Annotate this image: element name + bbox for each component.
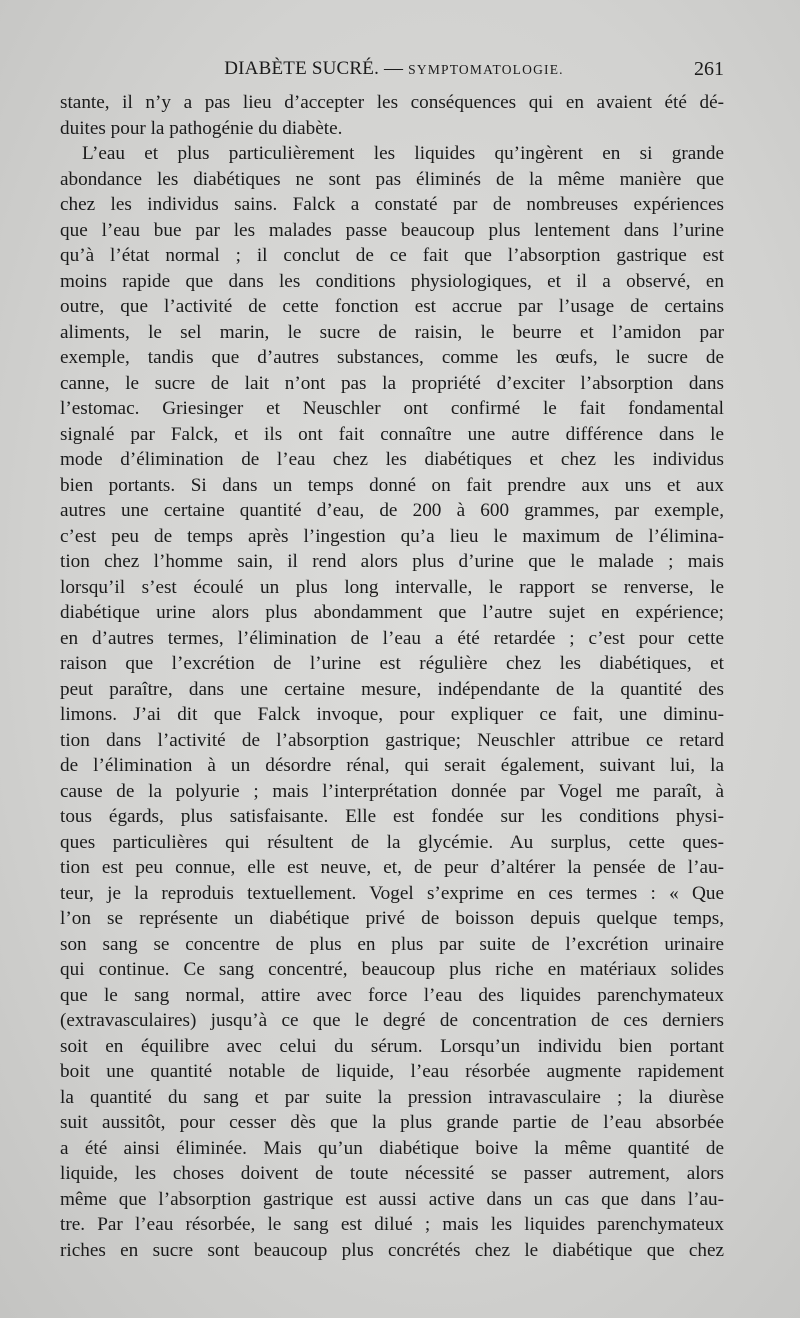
- text-line: teur, je la reproduis textuellement. Vogel s’exprime en ces termes : « Que: [60, 882, 724, 904]
- text-line: limons. J’ai dit que Falck invoque, pour expliquer ce fait, une diminu-: [60, 704, 724, 725]
- text-line: L’eau et plus particulièrement les liquides qu’ingèrent en si grande: [82, 143, 724, 164]
- text-line: tion est peu connue, elle est neuve, et, de peur d’altérer la pensée de l’au-: [60, 857, 724, 878]
- chapter-title: DIABÈTE SUCRÉ.: [224, 58, 380, 79]
- text-line: tion chez l’homme sain, il rend alors plus d’urine que le malade ; mais: [60, 551, 724, 572]
- text-line: boit une quantité notable de liquide, l’eau résorbée augmente rapidement: [60, 1061, 724, 1082]
- title-dash: —: [384, 58, 404, 79]
- text-line: a été ainsi éliminée. Mais qu’un diabétique boive la même quantité de: [60, 1137, 724, 1159]
- text-line: tre. Par l’eau résorbée, le sang est dilué ; mais les liquides parenchymateux: [60, 1214, 724, 1235]
- text-line: l’on se représente un diabétique privé de boisson depuis quelque temps,: [60, 908, 724, 929]
- text-line: l’estomac. Griesinger et Neuschler ont confirmé le fait fondamental: [60, 398, 724, 419]
- running-head: [60, 58, 728, 84]
- text-line: riches en sucre sont beaucoup plus concrétés chez le diabétique que chez: [60, 1239, 724, 1261]
- text-line: ques particulières qui résultent de la glycémie. Au surplus, cette ques-: [60, 831, 724, 853]
- text-line: de l’élimination à un désordre rénal, qui serait également, suivant lui, la: [60, 755, 724, 776]
- text-line: abondance les diabétiques ne sont pas éliminés de la même manière que: [60, 168, 724, 190]
- text-line: soit en équilibre avec celui du sérum. Lorsqu’un individu bien portant: [60, 1035, 724, 1057]
- page-number: 261: [694, 58, 724, 80]
- text-line: diabétique urine alors plus abondamment que l’autre sujet en expérience;: [60, 602, 724, 623]
- text-line: même que l’absorption gastrique est aussi active dans un cas que dans l’au-: [60, 1188, 724, 1210]
- text-line: tion dans l’activité de l’absorption gastrique; Neuschler attribue ce retard: [60, 729, 724, 751]
- text-line: suit aussitôt, pour cesser dès que la plus grande partie de l’eau absorbée: [60, 1112, 724, 1133]
- text-line: moins rapide que dans les conditions physiologiques, et il a observé, en: [60, 270, 724, 292]
- body-text: [60, 90, 724, 1263]
- text-line: qui continue. Ce sang concentré, beaucoup plus riche en matériaux solides: [60, 959, 724, 980]
- text-line: bien portants. Si dans un temps donné on fait prendre aux uns et aux: [60, 474, 724, 496]
- section-title: SYMPTOMATOLOGIE.: [408, 62, 564, 77]
- text-line: liquide, les choses doivent de toute nécessité se passer autrement, alors: [60, 1163, 724, 1184]
- text-line: stante, il n’y a pas lieu d’accepter les conséquences qui en avaient été dé-: [60, 92, 724, 113]
- text-line: exemple, tandis que d’autres substances, comme les œufs, le sucre de: [60, 347, 724, 368]
- text-line: (extravasculaires) jusqu’à ce que le degré de concentration de ces derniers: [60, 1010, 724, 1031]
- text-line: c’est peu de temps après l’ingestion qu’a lieu le maximum de l’élimina-: [60, 525, 724, 547]
- text-line: raison que l’excrétion de l’urine est régulière chez les diabétiques, et: [60, 653, 724, 674]
- text-line: que l’eau bue par les malades passe beaucoup plus lentement dans l’urine: [60, 219, 724, 241]
- text-line: mode d’élimination de l’eau chez les diabétiques et chez les individus: [60, 449, 724, 470]
- text-line: lorsqu’il s’est écoulé un plus long intervalle, le rapport se renverse, le: [60, 576, 724, 598]
- text-line: aliments, le sel marin, le sucre de raisin, le beurre et l’amidon par: [60, 321, 724, 343]
- text-line: qu’à l’état normal ; il conclut de ce fait que l’absorption gastrique est: [60, 245, 724, 266]
- text-line: outre, que l’activité de cette fonction est accrue par l’usage de certains: [60, 296, 724, 317]
- text-line: la quantité du sang et par suite la pression intravasculaire ; la diurèse: [60, 1086, 724, 1108]
- text-line: que le sang normal, attire avec force l’eau des liquides parenchymateux: [60, 984, 724, 1006]
- text-line: cause de la polyurie ; mais l’interprétation donnée par Vogel me paraît, à: [60, 780, 724, 802]
- text-line: chez les individus sains. Falck a constaté par de nombreuses expériences: [60, 194, 724, 215]
- text-line: peut paraître, dans une certaine mesure, indépendante de la quantité des: [60, 678, 724, 700]
- text-line: en d’autres termes, l’élimination de l’eau a été retardée ; c’est pour cette: [60, 627, 724, 649]
- running-head-title: [60, 58, 728, 80]
- text-line: autres une certaine quantité d’eau, de 200 à 600 grammes, par exemple,: [60, 500, 724, 521]
- text-line: duites pour la pathogénie du diabète.: [60, 117, 343, 139]
- text-line: tous égards, plus satisfaisante. Elle est fondée sur les conditions physi-: [60, 806, 724, 827]
- text-line: son sang se concentre de plus en plus par suite de l’excrétion urinaire: [60, 933, 724, 955]
- text-line: canne, le sucre de lait n’ont pas la propriété d’exciter l’absorption dans: [60, 372, 724, 394]
- text-line: signalé par Falck, et ils ont fait connaître une autre différence dans le: [60, 423, 724, 445]
